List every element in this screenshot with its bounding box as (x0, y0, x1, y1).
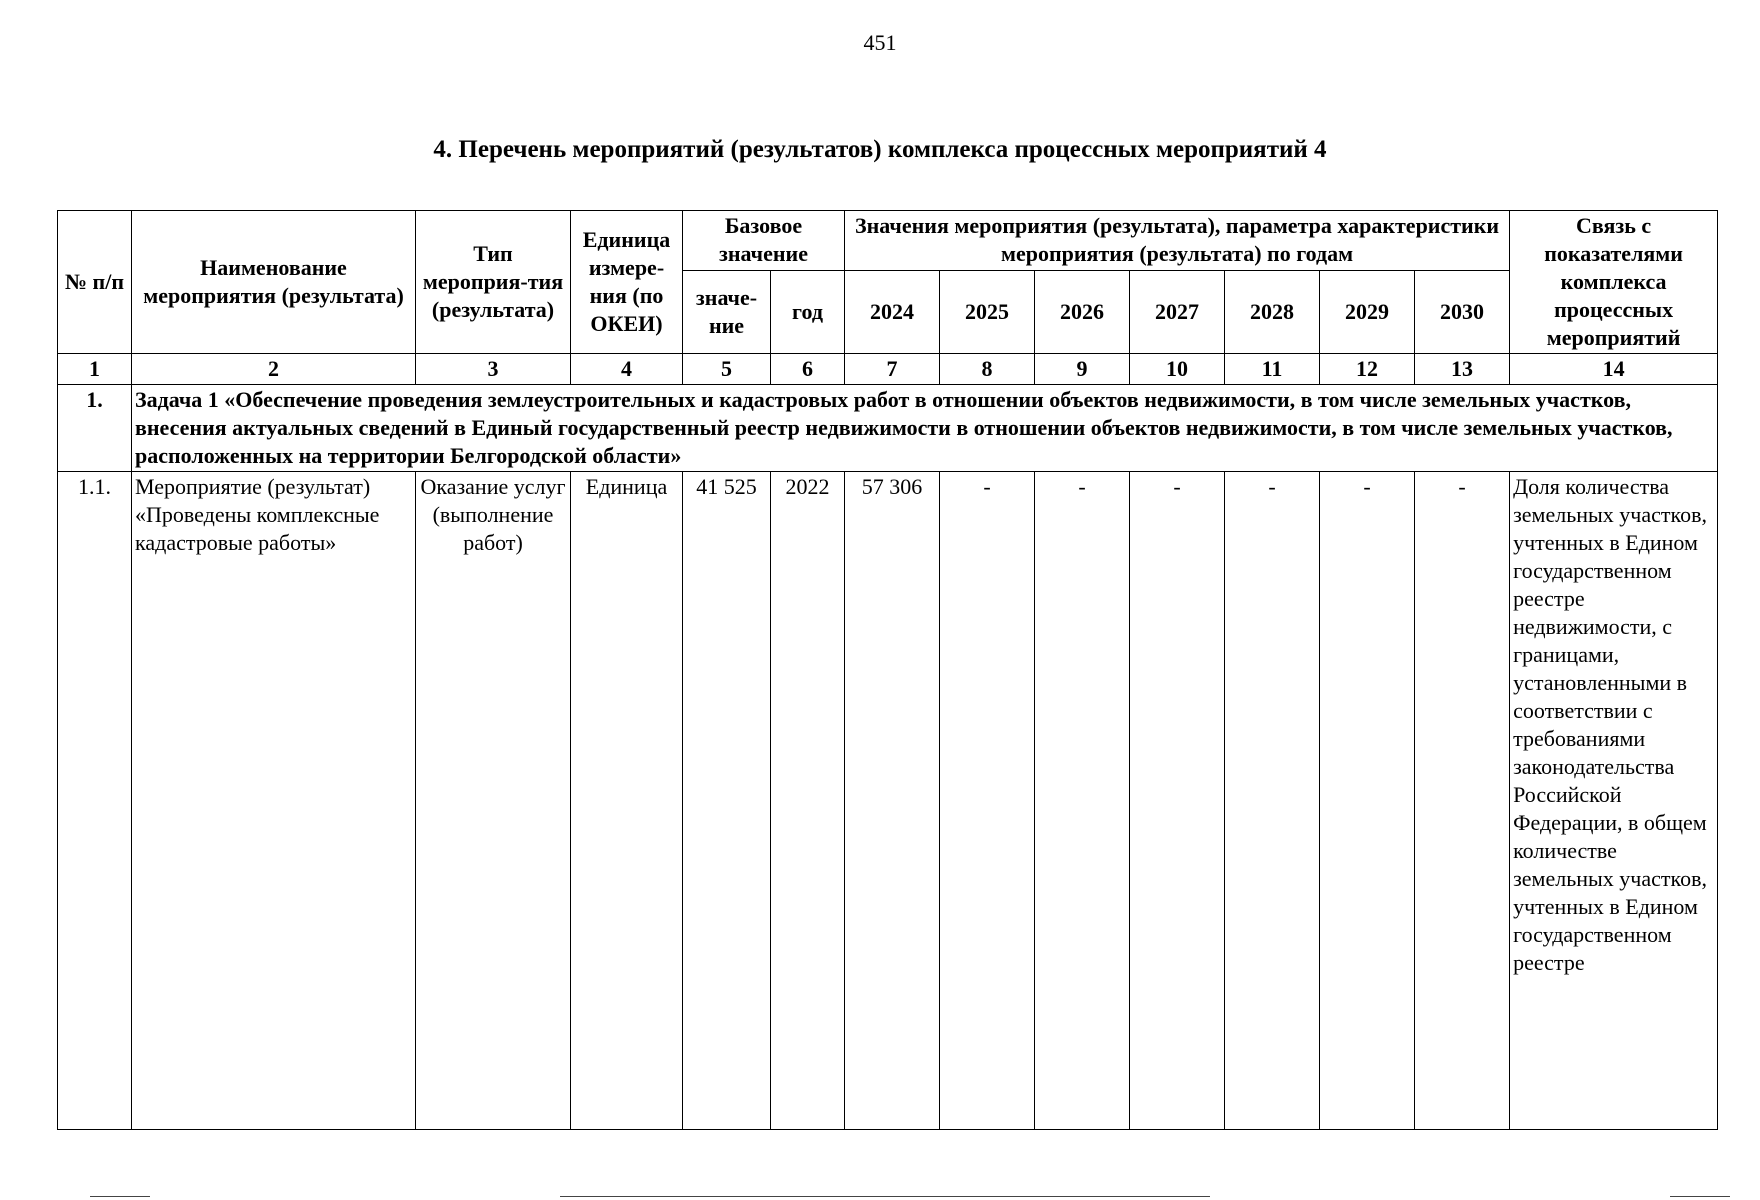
row-base-value: 41 525 (683, 472, 771, 1130)
column-number: 14 (1510, 354, 1718, 385)
header-unit: Единица измере-ния (по ОКЕИ) (571, 211, 683, 354)
footer-rule-left (90, 1196, 150, 1197)
header-year-2027: 2027 (1130, 270, 1225, 353)
header-year-2029: 2029 (1320, 270, 1415, 353)
row-value-2028: - (1225, 472, 1320, 1130)
column-number: 10 (1130, 354, 1225, 385)
footer-rule-middle (560, 1196, 1210, 1197)
header-base-group: Базовое значение (683, 211, 845, 271)
header-year-2030: 2030 (1415, 270, 1510, 353)
row-value-2030: - (1415, 472, 1510, 1130)
footer-rule-right (1670, 1196, 1730, 1197)
column-number: 11 (1225, 354, 1320, 385)
column-number: 13 (1415, 354, 1510, 385)
header-base-value: значе-ние (683, 270, 771, 353)
row-num: 1.1. (58, 472, 132, 1130)
column-number: 2 (132, 354, 416, 385)
column-number: 8 (940, 354, 1035, 385)
row-name: Мероприятие (результат) «Проведены комплексные кадастровые работы» (132, 472, 416, 1130)
task-row (58, 385, 1718, 472)
row-value-2026: - (1035, 472, 1130, 1130)
row-unit: Единица (571, 472, 683, 1130)
column-number: 6 (771, 354, 845, 385)
column-number: 3 (416, 354, 571, 385)
header-values-group: Значения мероприятия (результата), параметра характеристики мероприятия (результата) по годам (845, 211, 1510, 271)
row-base-year: 2022 (771, 472, 845, 1130)
row-type: Оказание услуг (выполнение работ) (416, 472, 571, 1130)
header-name: Наименование мероприятия (результата) (132, 211, 416, 354)
row-link: Доля количества земельных участков, учтенных в Едином государственном реестре недвижимости, с границами, установленными в соответствии с требованиями законодательства Российской Федерации, в общем количестве земельных участков, учтенных в Едином государственном реестре (1510, 472, 1718, 1130)
page-number: 451 (863, 30, 897, 55)
measures-table (57, 210, 1718, 1130)
row-value-2027: - (1130, 472, 1225, 1130)
header-type: Тип мероприя-тия (результата) (416, 211, 571, 354)
row-value-2024: 57 306 (845, 472, 940, 1130)
task-text: Задача 1 «Обеспечение проведения землеустроительных и кадастровых работ в отношении объектов недвижимости, в том числе земельных участков, внесения актуальных сведений в Единый государственный реестр недвижимости в отношении объектов недвижимости, в том числе земельных участков, расположенных на территории Белгородской области» (132, 385, 1718, 472)
header-year-2024: 2024 (845, 270, 940, 353)
table-row (58, 472, 1718, 1130)
row-value-2029: - (1320, 472, 1415, 1130)
header-base-year: год (771, 270, 845, 353)
row-value-2025: - (940, 472, 1035, 1130)
column-number: 7 (845, 354, 940, 385)
column-number: 12 (1320, 354, 1415, 385)
header-num: № п/п (58, 211, 132, 354)
document-title: 4. Перечень мероприятий (результатов) комплекса процессных мероприятий 4 (433, 136, 1327, 163)
column-number: 9 (1035, 354, 1130, 385)
header-year-2026: 2026 (1035, 270, 1130, 353)
task-num: 1. (58, 385, 132, 472)
column-number: 5 (683, 354, 771, 385)
header-year-2028: 2028 (1225, 270, 1320, 353)
header-year-2025: 2025 (940, 270, 1035, 353)
column-number: 4 (571, 354, 683, 385)
header-link: Связь с показателями комплекса процессных мероприятий (1510, 211, 1718, 354)
column-numbers-row (58, 354, 1718, 385)
column-number: 1 (58, 354, 132, 385)
